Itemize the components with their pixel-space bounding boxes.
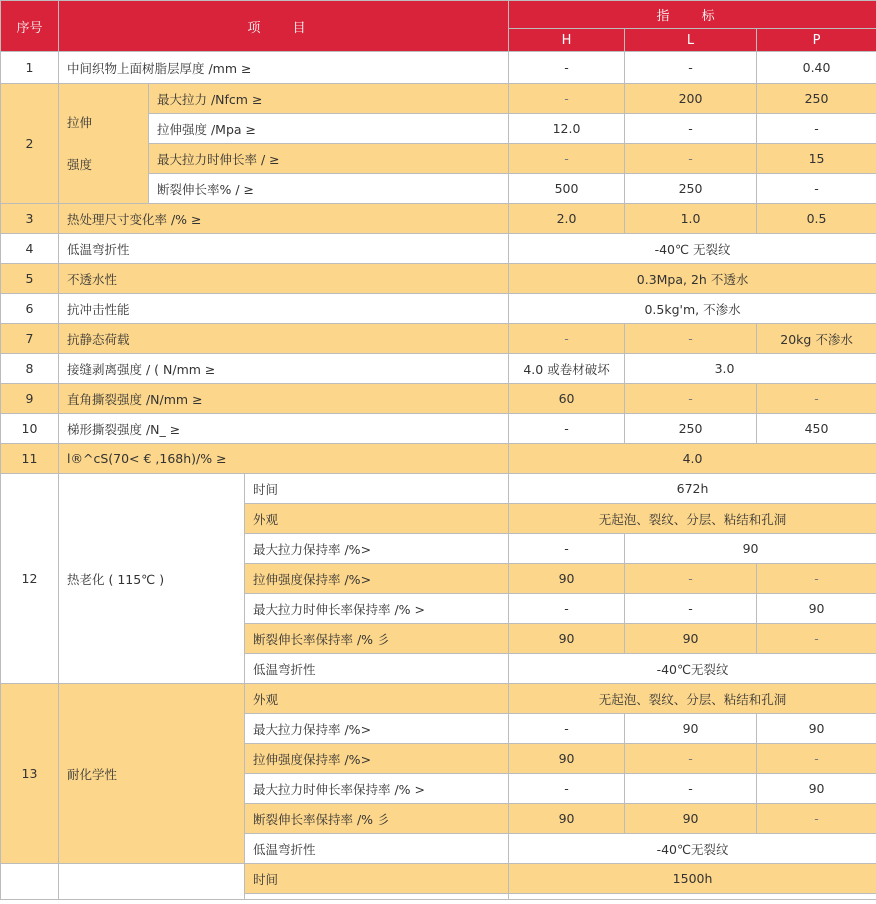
row-label: 接缝剥离强度 / ( N/mm ≥ [59, 354, 509, 384]
cell-merged: 1500h [509, 864, 876, 894]
cell-l: - [625, 324, 757, 354]
cell-l: 250 [625, 414, 757, 444]
sub-label: 拉伸强度 /Mpa ≥ [149, 114, 509, 144]
row-number: 7 [1, 324, 59, 354]
cell-l: 250 [625, 174, 757, 204]
row-number: 13 [1, 684, 59, 864]
row-number: 11 [1, 444, 59, 474]
sub-label [245, 894, 509, 900]
cell-merged: 无起泡、裂纹、分层、粘结和孔洞 [509, 684, 876, 714]
sub-label: 最大拉力保持率 /%> [245, 534, 509, 564]
row-label: 抗冲击性能 [59, 294, 509, 324]
table-row [1, 354, 876, 384]
table-row [1, 444, 876, 474]
sub-label: 外观 [245, 684, 509, 714]
sub-label: 断裂伸长率保持率 /% 彡 [245, 624, 509, 654]
cell-p: - [757, 564, 876, 594]
table-header [1, 1, 876, 52]
table-row [1, 414, 876, 444]
table-row [1, 894, 876, 900]
cell-l: 200 [625, 84, 757, 114]
row-number: 10 [1, 414, 59, 444]
row-group-label [59, 894, 245, 900]
cell-l: - [625, 594, 757, 624]
cell-merged: 4.0 [509, 444, 876, 474]
cell-p: 450 [757, 414, 876, 444]
sub-label: 最大拉力时伸长率保持率 /% > [245, 774, 509, 804]
sub-label: 断裂伸长率% / ≥ [149, 174, 509, 204]
row-label: l®^cS(70< € ,168h)/% ≥ [59, 444, 509, 474]
cell-p: 15 [757, 144, 876, 174]
cell-p: 0.40 [757, 52, 876, 84]
cell-h: 90 [509, 804, 625, 834]
row-number: 5 [1, 264, 59, 294]
row-group-label: 热老化 ( 115℃ ) [59, 474, 245, 684]
cell-merged: -40℃无裂纹 [509, 654, 876, 684]
group-label-line: 拉伸 [67, 114, 93, 130]
cell-h: - [509, 414, 625, 444]
table-row [1, 684, 876, 714]
group-label-line: 强度 [67, 156, 93, 172]
cell-p: 90 [757, 594, 876, 624]
cell-merged: 3.0 [625, 354, 876, 384]
sub-label: 拉伸强度保持率 /%> [245, 564, 509, 594]
cell-merged [509, 894, 876, 900]
cell-l: - [625, 144, 757, 174]
row-label: 不透水性 [59, 264, 509, 294]
header-col-p: P [757, 29, 876, 52]
cell-h: - [509, 594, 625, 624]
row-number: 4 [1, 234, 59, 264]
cell-h: - [509, 324, 625, 354]
table-row [1, 474, 876, 504]
table-row [1, 864, 876, 894]
cell-p: 20kg 不渗水 [757, 324, 876, 354]
cell-merged: 无起泡、裂纹、分层、粘结和孔洞 [509, 504, 876, 534]
row-number: 8 [1, 354, 59, 384]
row-label: 中间织物上面树脂层厚度 /mm ≥ [59, 52, 509, 84]
cell-p: - [757, 174, 876, 204]
sub-label: 时间 [245, 474, 509, 504]
cell-l: 1.0 [625, 204, 757, 234]
sub-label: 时间 [245, 864, 509, 894]
header-index: 指 标 [509, 1, 876, 29]
table-row [1, 384, 876, 414]
cell-p: - [757, 624, 876, 654]
cell-h: - [509, 774, 625, 804]
cell-p: 90 [757, 774, 876, 804]
cell-merged: -40℃无裂纹 [509, 834, 876, 864]
cell-p: - [757, 804, 876, 834]
cell-merged: -40℃ 无裂纹 [509, 234, 876, 264]
row-number: 6 [1, 294, 59, 324]
row-number: 3 [1, 204, 59, 234]
header-seq: 序号 [1, 1, 59, 52]
cell-l: - [625, 52, 757, 84]
sub-label: 最大拉力保持率 /%> [245, 714, 509, 744]
row-label: 热处理尺寸变化率 /% ≥ [59, 204, 509, 234]
cell-l: - [625, 564, 757, 594]
cell-l: - [625, 384, 757, 414]
cell-merged: 0.5kg'm, 不渗水 [509, 294, 876, 324]
cell-h: 4.0 或卷材破坏 [509, 354, 625, 384]
cell-l: 90 [625, 714, 757, 744]
cell-merged: 90 [625, 534, 876, 564]
cell-h: - [509, 52, 625, 84]
cell-l: - [625, 774, 757, 804]
sub-label: 低温弯折性 [245, 654, 509, 684]
cell-h: 60 [509, 384, 625, 414]
row-group-label: 耐化学性 [59, 684, 245, 864]
header-item: 项 目 [59, 1, 509, 52]
row-number: 2 [1, 84, 59, 204]
cell-h: 90 [509, 624, 625, 654]
table-row [1, 52, 876, 84]
cell-merged: 0.3Mpa, 2h 不透水 [509, 264, 876, 294]
cell-l: - [625, 744, 757, 774]
row-number [1, 894, 59, 900]
table-body [1, 52, 876, 900]
row-label: 梯形撕裂强度 /N_ ≥ [59, 414, 509, 444]
sub-label: 最大拉力时伸长率 / ≥ [149, 144, 509, 174]
cell-l: 90 [625, 624, 757, 654]
row-number: 1 [1, 52, 59, 84]
sub-label: 拉伸强度保持率 /%> [245, 744, 509, 774]
sub-label: 外观 [245, 504, 509, 534]
cell-h: 90 [509, 744, 625, 774]
cell-h: - [509, 714, 625, 744]
row-label: 直角撕裂强度 /N/mm ≥ [59, 384, 509, 414]
table-row [1, 264, 876, 294]
sub-label: 断裂伸长率保持率 /% 彡 [245, 804, 509, 834]
table-row [1, 84, 876, 114]
cell-h: - [509, 534, 625, 564]
cell-h: - [509, 144, 625, 174]
table-row [1, 234, 876, 264]
table-row [1, 204, 876, 234]
cell-p: 250 [757, 84, 876, 114]
row-number: 9 [1, 384, 59, 414]
row-label: 低温弯折性 [59, 234, 509, 264]
cell-h: 2.0 [509, 204, 625, 234]
cell-p: 90 [757, 714, 876, 744]
row-group-label [59, 864, 245, 894]
row-number [1, 864, 59, 894]
cell-l: 90 [625, 804, 757, 834]
cell-p: - [757, 114, 876, 144]
cell-h: - [509, 84, 625, 114]
table-row [1, 294, 876, 324]
sub-label: 低温弯折性 [245, 834, 509, 864]
row-group-label [59, 84, 149, 204]
sub-label: 最大拉力 /Nfcm ≥ [149, 84, 509, 114]
cell-h: 90 [509, 564, 625, 594]
cell-h: 500 [509, 174, 625, 204]
cell-merged: 672h [509, 474, 876, 504]
cell-p: 0.5 [757, 204, 876, 234]
row-number: 12 [1, 474, 59, 684]
header-col-l: L [625, 29, 757, 52]
sub-label: 最大拉力时伸长率保持率 /% > [245, 594, 509, 624]
cell-h: 12.0 [509, 114, 625, 144]
header-col-h: H [509, 29, 625, 52]
table-row [1, 324, 876, 354]
cell-l: - [625, 114, 757, 144]
cell-p: - [757, 384, 876, 414]
cell-p: - [757, 744, 876, 774]
row-label: 抗静态荷载 [59, 324, 509, 354]
